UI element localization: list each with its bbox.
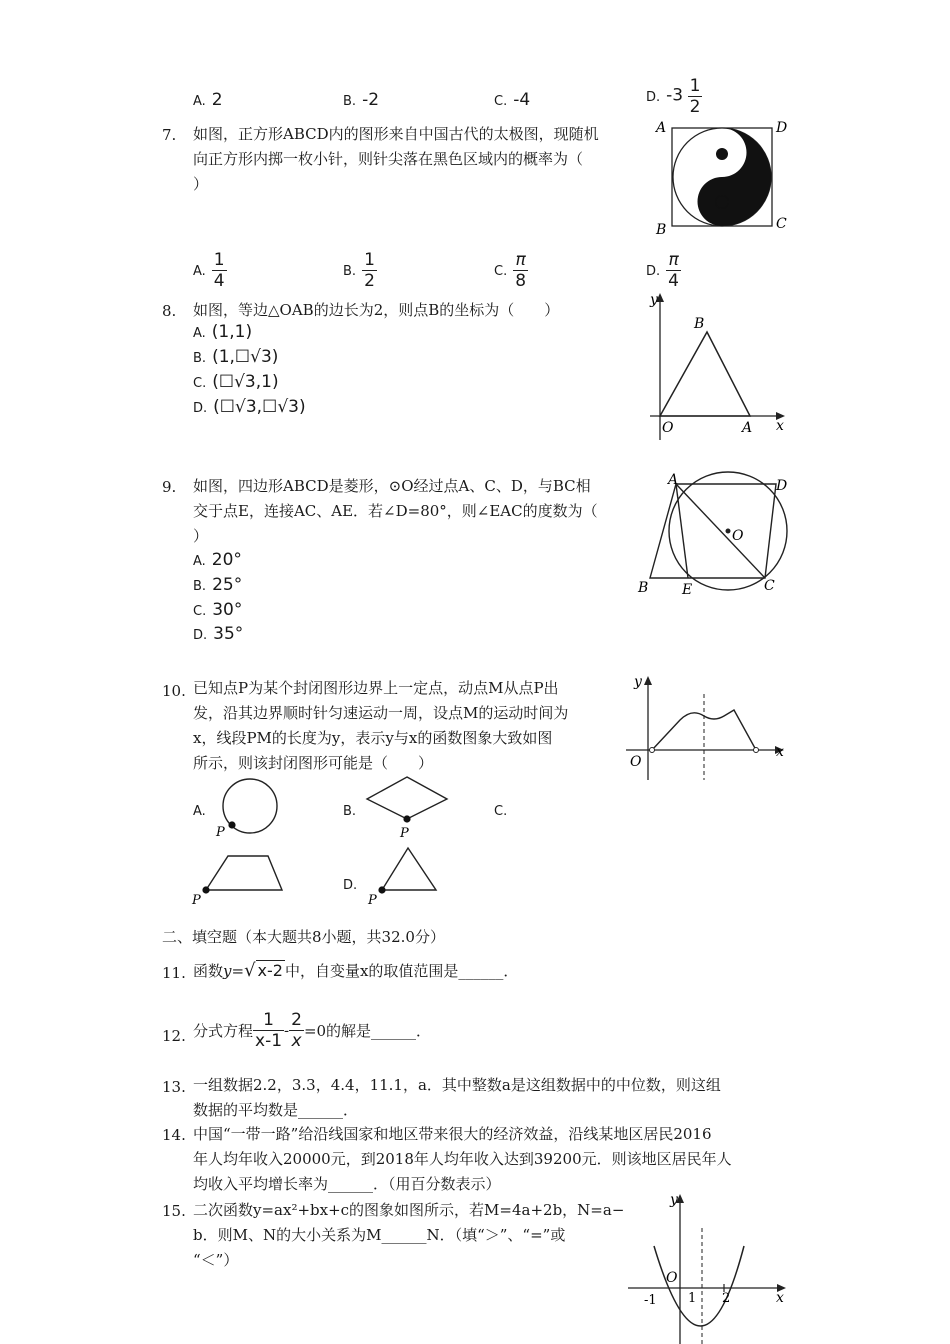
q8-option-a[interactable]: A. (1,1) bbox=[193, 322, 253, 342]
q6-option-c[interactable]: C. -4 bbox=[494, 90, 531, 110]
origin-label: O bbox=[630, 754, 642, 770]
label-a: A bbox=[742, 420, 753, 436]
tick-2: 2 bbox=[722, 1291, 731, 1306]
section-2-title: 二、填空题（本大题共8小题，共32.0分） bbox=[162, 928, 445, 946]
q7-taiji-figure bbox=[652, 116, 792, 240]
q6-option-a[interactable]: A. 2 bbox=[193, 90, 223, 110]
q13-text: 一组数据2.2，3.3，4.4，11.1，a．其中整数a是这组数据中的中位数，则这组 数据的平均数是______． bbox=[193, 1076, 721, 1119]
svg-text:P: P bbox=[192, 893, 201, 906]
tick-1: 1 bbox=[688, 1291, 697, 1306]
svg-text:P: P bbox=[400, 826, 409, 841]
origin-label: O bbox=[666, 1270, 678, 1286]
label-a: A bbox=[656, 120, 667, 136]
q13-number: 13. bbox=[162, 1078, 186, 1096]
q9-rhombus-circle-figure bbox=[630, 468, 795, 598]
q10-function-graph bbox=[622, 672, 792, 784]
label-b: B bbox=[638, 580, 649, 596]
q8-text: 如图，等边△OAB的边长为2，则点B的坐标为（ ） bbox=[193, 301, 560, 319]
q10-option-c[interactable]: C. bbox=[494, 804, 508, 819]
label-d: D bbox=[776, 478, 788, 494]
q9-option-a[interactable]: A. 20° bbox=[193, 550, 242, 570]
axis-y-label: y bbox=[650, 292, 658, 308]
q9-number: 9. bbox=[162, 478, 177, 496]
label-a: A bbox=[668, 472, 679, 488]
q10-option-c-trapezoid-icon bbox=[188, 848, 288, 906]
q8-option-b[interactable]: B. (1,☐√3) bbox=[193, 347, 279, 367]
label-e: E bbox=[682, 582, 693, 598]
origin-label: O bbox=[662, 420, 674, 436]
label-o: O bbox=[732, 528, 744, 544]
label-b: B bbox=[656, 222, 667, 238]
q10-option-b-rhombus-icon bbox=[362, 773, 457, 841]
q7-option-a[interactable]: A. $\frac{1}{4}$ bbox=[193, 250, 225, 291]
q9-option-b[interactable]: B. 25° bbox=[193, 575, 243, 595]
axis-x-label: x bbox=[776, 418, 784, 434]
q6-option-b[interactable]: B. -2 bbox=[343, 90, 380, 110]
q8-option-d[interactable]: D. (☐√3,☐√3) bbox=[193, 397, 306, 417]
q12-number: 12. bbox=[162, 1027, 186, 1045]
q8-triangle-figure bbox=[640, 290, 790, 445]
q10-option-d-triangle-icon bbox=[364, 842, 444, 906]
q7-option-c[interactable]: C. $\frac{\pi}{8}$ bbox=[494, 250, 527, 291]
fraction: $\frac{1}{2}$ bbox=[689, 76, 701, 117]
q15-number: 15. bbox=[162, 1202, 186, 1220]
q10-text: 已知点P为某个封闭图形边界上一定点，动点M从点P出 发，沿其边界顺时针匀速运动一周，设点M的运动时间为 x，线段PM的长度为y，表示y与x的函数图象大致如图 所示，则该封闭图形可能是（ ） bbox=[193, 679, 569, 772]
q10-option-a-circle-icon bbox=[212, 778, 282, 840]
axis-x-label: x bbox=[776, 1290, 784, 1306]
q9-text: 如图，四边形ABCD是菱形，⊙O经过点A、C、D，与BC相 交于点E，连接AC、AE．若∠D=80°，则∠EAC的度数为（ ） bbox=[193, 477, 598, 545]
q15-parabola-graph bbox=[624, 1188, 794, 1344]
label-c: C bbox=[776, 216, 787, 232]
q6-option-d[interactable]: D. -3 $\frac{1}{2}$ bbox=[646, 76, 701, 117]
q10-option-a[interactable]: A. bbox=[193, 804, 206, 819]
q7-option-b[interactable]: B. $\frac{1}{2}$ bbox=[343, 250, 375, 291]
q12-text: 分式方程 $\frac{1}{x-1}$ - $\frac{2}{x}$ =0的解是______． bbox=[193, 1010, 432, 1051]
q10-number: 10. bbox=[162, 682, 186, 700]
q15-text: 二次函数y=ax²+bx+c的图象如图所示，若M=4a+2b，N=a− b．则M、N的大小关系为M______N．（填“＞”、“=”或 “＜”） bbox=[193, 1201, 625, 1269]
axis-y-label: y bbox=[634, 674, 642, 690]
q10-option-b[interactable]: B. bbox=[343, 804, 357, 819]
q8-number: 8. bbox=[162, 302, 177, 320]
tick-minus-1: -1 bbox=[644, 1293, 657, 1308]
q10-option-d[interactable]: D. bbox=[343, 878, 358, 893]
q9-option-d[interactable]: D. 35° bbox=[193, 624, 244, 644]
q7-number: 7. bbox=[162, 126, 177, 144]
axis-y-label: y bbox=[670, 1192, 678, 1208]
q7-text: 如图，正方形ABCD内的图形来自中国古代的太极图，现随机 向正方形内掷一枚小针，则针尖落在黑色区域内的概率为（ ） bbox=[193, 125, 599, 193]
q7-option-d[interactable]: D. $\frac{\pi}{4}$ bbox=[646, 250, 679, 291]
label-d: D bbox=[776, 120, 788, 136]
q14-text: 中国“一带一路”给沿线国家和地区带来很大的经济效益，沿线某地区居民2016 年人均年收入20000元，到2018年人均年收入达到39200元．则该地区居民年人 均收入平均增长率为______．（用百分数表示） bbox=[193, 1125, 732, 1193]
svg-text:P: P bbox=[368, 893, 377, 906]
q11-text: 函数y=√ x-2 中，自变量x的取值范围是______． bbox=[193, 960, 519, 981]
label-b: B bbox=[694, 316, 705, 332]
q8-option-c[interactable]: C. (☐√3,1) bbox=[193, 372, 279, 392]
svg-text:P: P bbox=[216, 825, 225, 840]
q9-option-c[interactable]: C. 30° bbox=[193, 600, 243, 620]
label-c: C bbox=[764, 578, 775, 594]
q14-number: 14. bbox=[162, 1126, 186, 1144]
axis-x-label: x bbox=[776, 744, 784, 760]
q11-number: 11. bbox=[162, 964, 186, 982]
